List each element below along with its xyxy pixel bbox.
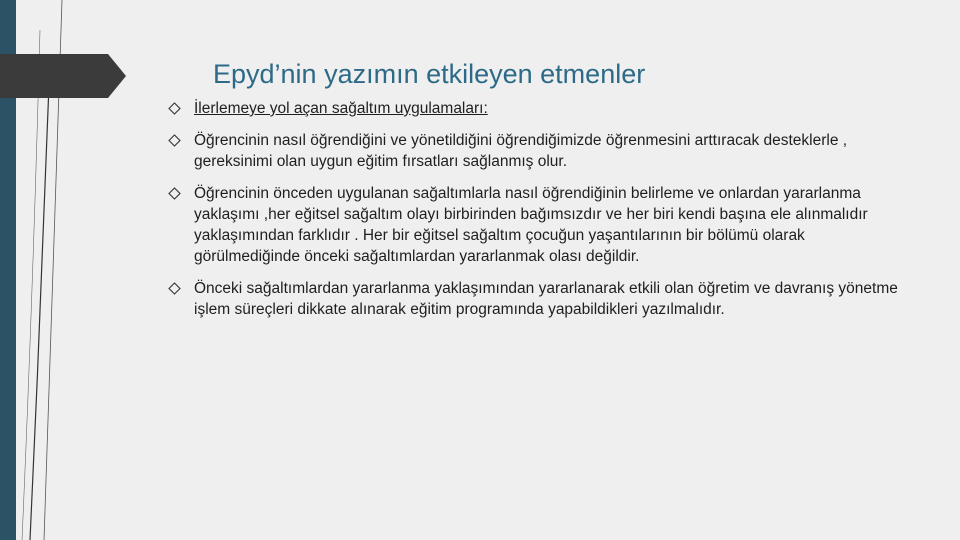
slide-title: Epyd’nin yazımın etkileyen etmenler [213,59,646,89]
bullet-list [168,98,908,331]
bullet-item [168,130,908,172]
bullet-text: Önceki sağaltımlardan yararlanma yaklaşımından yararlanarak etkili olan öğretim ve davranış yönetme işlem süreçleri dikkate alınarak eğitim programında yapabildikleri yazılmalıdır. [194,280,898,318]
diamond-outline-icon [168,134,181,147]
bullet-item [168,278,908,320]
bullet-heading-text: İlerlemeye yol açan sağaltım uygulamaları: [194,100,488,117]
bullet-text: Öğrencinin nasıl öğrendiğini ve yönetildiğini öğrendiğimizde öğrenmesini arttıracak desteklerle , gereksinimi olan uygun eğitim fırsatları sağlanmış olur. [194,132,848,170]
bullet-item [168,98,908,119]
diamond-outline-icon [168,187,181,200]
bullet-item [168,183,908,267]
diamond-outline-icon [168,102,181,115]
bullet-text: Öğrencinin önceden uygulanan sağaltımlarla nasıl öğrendiğinin belirleme ve onlardan yararlanma yaklaşımı ,her eğitsel sağaltım olayı birbirinden bağımsızdır ve her biri kendi başına ele alınmalıdır yaklaşımından farklıdır . Her bir eğitsel sağaltım çocuğun yaşantılarının bir bölümü olarak görülmediğinde önceki sağaltımlardan yararlanmak olası değildir. [194,185,868,265]
diamond-outline-icon [168,282,181,295]
title-tab-shape [0,54,126,98]
